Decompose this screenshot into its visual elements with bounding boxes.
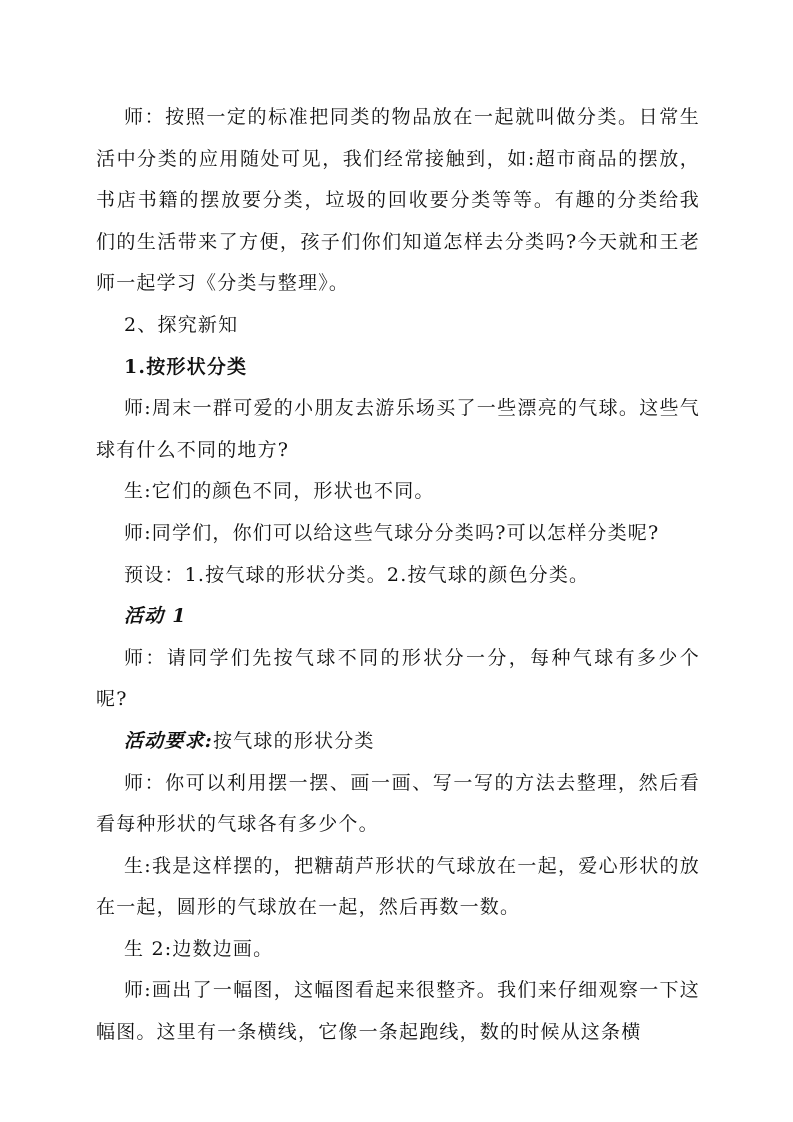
activity-requirement-text: 按气球的形状分类: [213, 729, 375, 752]
paragraph-teacher-picture: 师:画出了一幅图，这幅图看起来很整齐。我们来仔细观察一下这幅图。这里有一条横线，它像一条起跑线，数的时候从这条横: [96, 979, 700, 1044]
activity-heading: 活动 1: [124, 605, 187, 628]
paragraph-student-arrangement: 生:我是这样摆的，把糖葫芦形状的气球放在一起，爱心形状的放在一起，圆形的气球放在一起，然后再数一数。: [96, 854, 700, 919]
paragraph-preset: 预设：1.按气球的形状分类。2.按气球的颜色分类。: [124, 563, 590, 586]
activity-requirement-label: 活动要求:: [124, 729, 214, 752]
paragraph-teacher-method: 师：你可以利用摆一摆、画一画、写一写的方法去整理，然后看看每种形状的气球各有多少个。: [96, 771, 700, 836]
paragraph-intro: 师：按照一定的标准把同类的物品放在一起就叫做分类。日常生活中分类的应用随处可见，我们经常接触到，如:超市商品的摆放，书店书籍的摆放要分类，垃圾的回收要分类等等。有趣的分类给我们的生活带来了方便，孩子们你们知道怎样去分类吗?今天就和王老师一起学习《分类与整理》。: [96, 106, 700, 295]
paragraph-activity-requirement: [96, 721, 700, 763]
section-heading-explore: 2、探究新知: [124, 313, 239, 336]
paragraph-teacher-instruction: 师：请同学们先按气球不同的形状分一分，每种气球有多少个呢?: [96, 646, 700, 711]
paragraph-student-answer: 生:它们的颜色不同，形状也不同。: [124, 480, 435, 503]
paragraph-teacher-balloons: 师:周末一群可爱的小朋友去游乐场买了一些漂亮的气球。这些气球有什么不同的地方?: [96, 397, 700, 461]
document-body: [96, 97, 700, 1054]
paragraph-teacher-question: 师:同学们，你们可以给这些气球分分类吗?可以怎样分类呢?: [124, 521, 660, 544]
subheading-classify-by-shape: 1.按形状分类: [124, 355, 248, 378]
paragraph-student2: 生 2:边数边画。: [124, 937, 274, 960]
